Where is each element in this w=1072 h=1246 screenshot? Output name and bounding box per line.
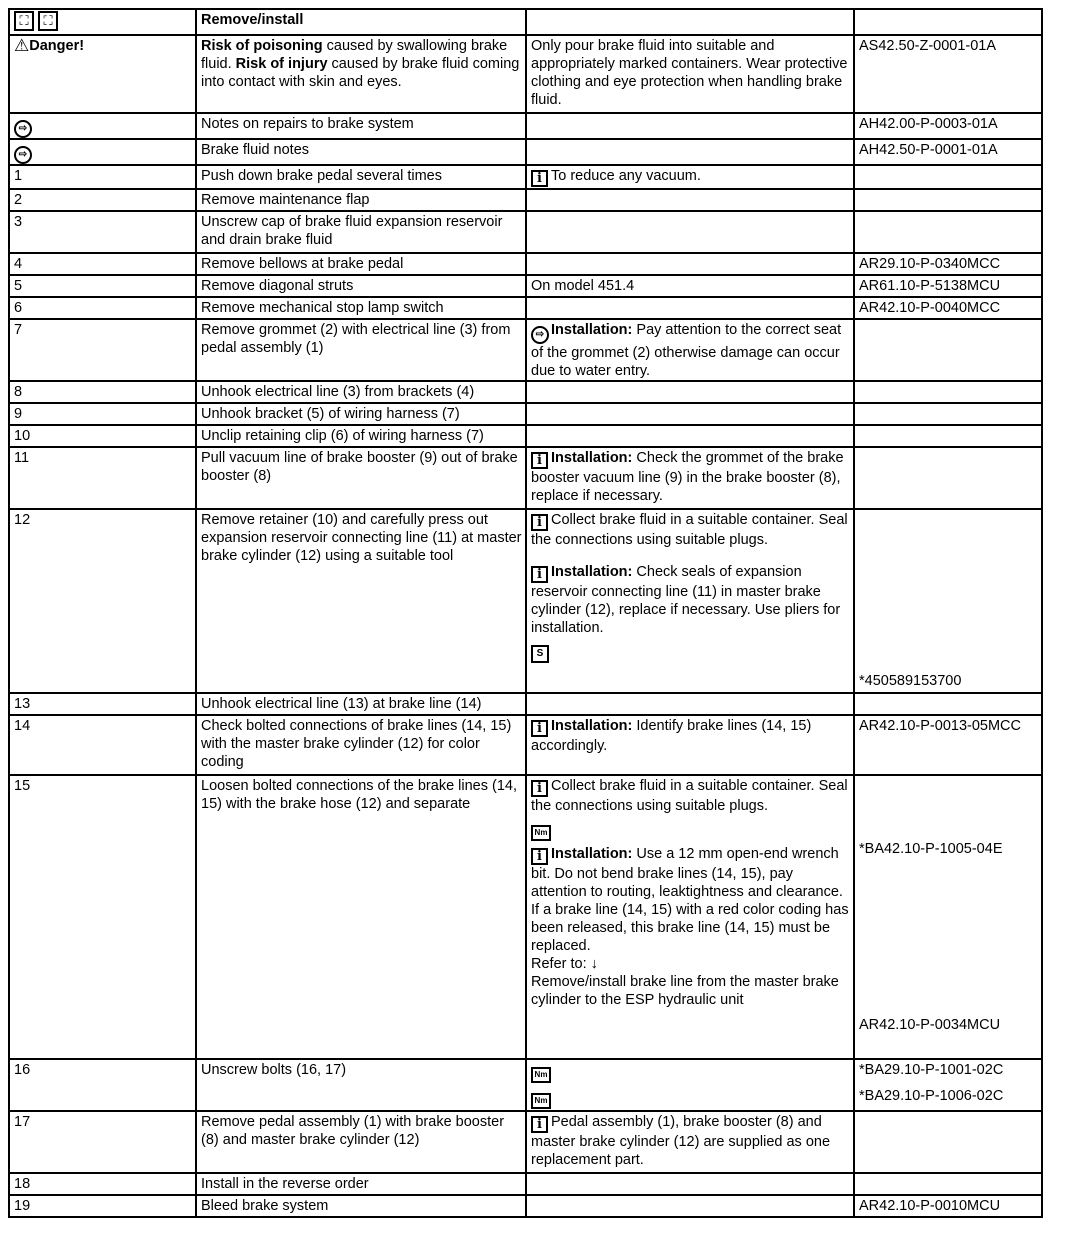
info-block	[531, 777, 850, 815]
table-row	[9, 189, 1042, 211]
step-number: 18	[9, 1173, 196, 1195]
step-text: Bleed brake system	[196, 1195, 526, 1217]
step-number: 15	[9, 775, 196, 1059]
step-number: 12	[9, 509, 196, 693]
table-row	[9, 211, 1042, 253]
info-block	[531, 563, 850, 637]
table-row	[9, 715, 1042, 775]
step-info: To reduce any vacuum.	[551, 168, 701, 184]
step-number: 10	[9, 425, 196, 447]
step-text: Remove grommet (2) with electrical line (3) from pedal assembly (1)	[196, 319, 526, 381]
step-info: If a brake line (14, 15) with a red color coding has been released, this brake line (14, 15) must be replaced.	[531, 902, 849, 954]
torque-ref[interactable]: *BA29.10-P-1006-02C	[859, 1088, 1004, 1104]
step-text: Remove pedal assembly (1) with brake booster (8) and master brake cylinder (12)	[196, 1111, 526, 1173]
step-number: 19	[9, 1195, 196, 1217]
risk-injury: Risk of injury	[235, 56, 328, 72]
step-number: 8	[9, 381, 196, 403]
step-info: Collect brake fluid in a suitable container. Seal the connections using suitable plugs.	[531, 512, 848, 548]
table-row	[9, 1111, 1042, 1173]
installation-label: Installation:	[551, 846, 633, 862]
table-row	[9, 1195, 1042, 1217]
remove-install-icon: ⛶	[14, 11, 34, 31]
installation-label: Installation:	[551, 564, 633, 580]
torque-block	[531, 1087, 850, 1109]
step-text: Check bolted connections of brake lines (14, 15) with the master brake cylinder (12) for color coding	[196, 715, 526, 775]
header-row	[9, 9, 1042, 35]
special-tool-icon: S	[531, 645, 549, 663]
step-info: Check the grommet of the brake booster vacuum line (9) in the brake booster (8), replace if necessary.	[531, 450, 844, 504]
step-number: 7	[9, 319, 196, 381]
step-number: 2	[9, 189, 196, 211]
torque-block	[531, 819, 850, 841]
step-text: Loosen bolted connections of the brake lines (14, 15) with the brake hose (12) and separate	[196, 775, 526, 1059]
step-text: Remove retainer (10) and carefully press out expansion reservoir connecting line (11) at master brake cylinder (12) using a suitable tool	[196, 509, 526, 693]
danger-text: caused by swallowing brake fluid.	[201, 38, 508, 72]
risk-poisoning: Risk of poisoning	[201, 38, 323, 54]
table-row	[9, 381, 1042, 403]
step-ref[interactable]: AR61.10-P-5138MCU	[854, 275, 1042, 297]
installation-label: Installation:	[551, 450, 633, 466]
torque-icon: Nm	[531, 1067, 551, 1083]
table-row	[9, 1059, 1042, 1111]
note-text: Notes on repairs to brake system	[196, 113, 526, 139]
spacer	[531, 549, 850, 563]
step-info: Use a 12 mm open-end wrench bit. Do not bend brake lines (14, 15), pay attention to routing, leaktightness and clearance.	[531, 846, 843, 900]
table-row	[9, 775, 1042, 1059]
danger-ref[interactable]: AS42.50-Z-0001-01A	[854, 35, 1042, 113]
danger-text: caused by brake fluid coming into contact with skin and eyes.	[201, 56, 520, 90]
step-info: Collect brake fluid in a suitable container. Seal the connections using suitable plugs.	[531, 778, 848, 814]
step-ref[interactable]: *450589153700	[854, 509, 1042, 693]
info-block	[531, 511, 850, 549]
table-row	[9, 319, 1042, 381]
remove-install-icon: ⛶	[38, 11, 58, 31]
step-number: 4	[9, 253, 196, 275]
step-text: Remove diagonal struts	[196, 275, 526, 297]
step-number: 17	[9, 1111, 196, 1173]
info-icon: i	[531, 452, 548, 469]
step-text: Remove bellows at brake pedal	[196, 253, 526, 275]
info-block	[531, 845, 850, 901]
step-number: 13	[9, 693, 196, 715]
table-row	[9, 693, 1042, 715]
step-info: Pedal assembly (1), brake booster (8) and master brake cylinder (12) are supplied as one replacement part.	[531, 1114, 831, 1168]
step-info: Identify brake lines (14, 15) accordingly.	[531, 718, 812, 754]
tool-block	[531, 640, 850, 663]
step-ref[interactable]: AR42.10-P-0040MCC	[854, 297, 1042, 319]
step-note: On model 451.4	[526, 275, 854, 297]
step-ref[interactable]: AR42.10-P-0010MCU	[854, 1195, 1042, 1217]
torque-block	[531, 1061, 850, 1087]
step-text: Install in the reverse order	[196, 1173, 526, 1195]
info-icon: i	[531, 514, 548, 531]
torque-icon: Nm	[531, 1093, 551, 1109]
step-number: 9	[9, 403, 196, 425]
procedure-table	[8, 8, 1043, 1218]
header-title: Remove/install	[201, 12, 304, 28]
table-row	[9, 509, 1042, 693]
table-row	[9, 253, 1042, 275]
torque-ref[interactable]: *BA42.10-P-1005-04E	[859, 841, 1003, 857]
step-ref[interactable]: AR42.10-P-0034MCU	[859, 1017, 1001, 1033]
step-ref[interactable]: AR29.10-P-0340MCC	[854, 253, 1042, 275]
info-icon: i	[531, 848, 548, 865]
info-icon: i	[531, 566, 548, 583]
info-icon: i	[531, 720, 548, 737]
step-number: 6	[9, 297, 196, 319]
note-text: Brake fluid notes	[196, 139, 526, 165]
step-text: Unhook electrical line (3) from brackets (4)	[196, 381, 526, 403]
step-text: Unscrew bolts (16, 17)	[196, 1059, 526, 1111]
step-info: Check seals of expansion reservoir connecting line (11) in master brake cylinder (12), replace if necessary. Use pliers for installation.	[531, 564, 841, 636]
warning-triangle-icon: ⚠	[14, 36, 30, 55]
note-ref[interactable]: AH42.50-P-0001-01A	[854, 139, 1042, 165]
note-row	[9, 139, 1042, 165]
step-info: Pay attention to the correct seat of the grommet (2) otherwise damage can occur due to water entry.	[531, 322, 842, 379]
step-text: Pull vacuum line of brake booster (9) out of brake booster (8)	[196, 447, 526, 509]
table-row	[9, 1173, 1042, 1195]
torque-icon: Nm	[531, 825, 551, 841]
step-ref[interactable]: AR42.10-P-0013-05MCC	[854, 715, 1042, 775]
step-text: Push down brake pedal several times	[196, 165, 526, 189]
danger-row	[9, 35, 1042, 113]
step-text: Unhook electrical line (13) at brake line (14)	[196, 693, 526, 715]
danger-label: Danger!	[29, 38, 85, 54]
step-number: 14	[9, 715, 196, 775]
step-number: 5	[9, 275, 196, 297]
table-row	[9, 297, 1042, 319]
note-ref[interactable]: AH42.00-P-0003-01A	[854, 113, 1042, 139]
step-text: Remove maintenance flap	[196, 189, 526, 211]
danger-measure: Only pour brake fluid into suitable and appropriately marked containers. Wear protective clothing and eye protection when handling brake fluid.	[526, 35, 854, 113]
step-text: Unscrew cap of brake fluid expansion reservoir and drain brake fluid	[196, 211, 526, 253]
refer-to: Refer to: ↓	[531, 956, 598, 972]
step-number: 16	[9, 1059, 196, 1111]
table-row	[9, 275, 1042, 297]
table-row	[9, 425, 1042, 447]
step-number: 1	[9, 165, 196, 189]
step-number: 11	[9, 447, 196, 509]
step-number: 3	[9, 211, 196, 253]
step-text: Unclip retaining clip (6) of wiring harness (7)	[196, 425, 526, 447]
installation-label: Installation:	[551, 718, 633, 734]
table-row	[9, 403, 1042, 425]
info-icon: i	[531, 780, 548, 797]
table-row	[9, 165, 1042, 189]
torque-ref[interactable]: *BA29.10-P-1001-02C	[859, 1062, 1004, 1078]
installation-label: Installation:	[551, 322, 633, 338]
note-icon: ⇨	[531, 326, 549, 344]
note-row	[9, 113, 1042, 139]
step-text: Unhook bracket (5) of wiring harness (7)	[196, 403, 526, 425]
step-text: Remove mechanical stop lamp switch	[196, 297, 526, 319]
table-row	[9, 447, 1042, 509]
note-icon: ⇨	[14, 146, 32, 164]
info-icon: i	[531, 170, 548, 187]
reference-link[interactable]: Remove/install brake line from the master brake cylinder to the ESP hydraulic unit	[531, 974, 839, 1008]
info-icon: i	[531, 1116, 548, 1133]
note-icon: ⇨	[14, 120, 32, 138]
